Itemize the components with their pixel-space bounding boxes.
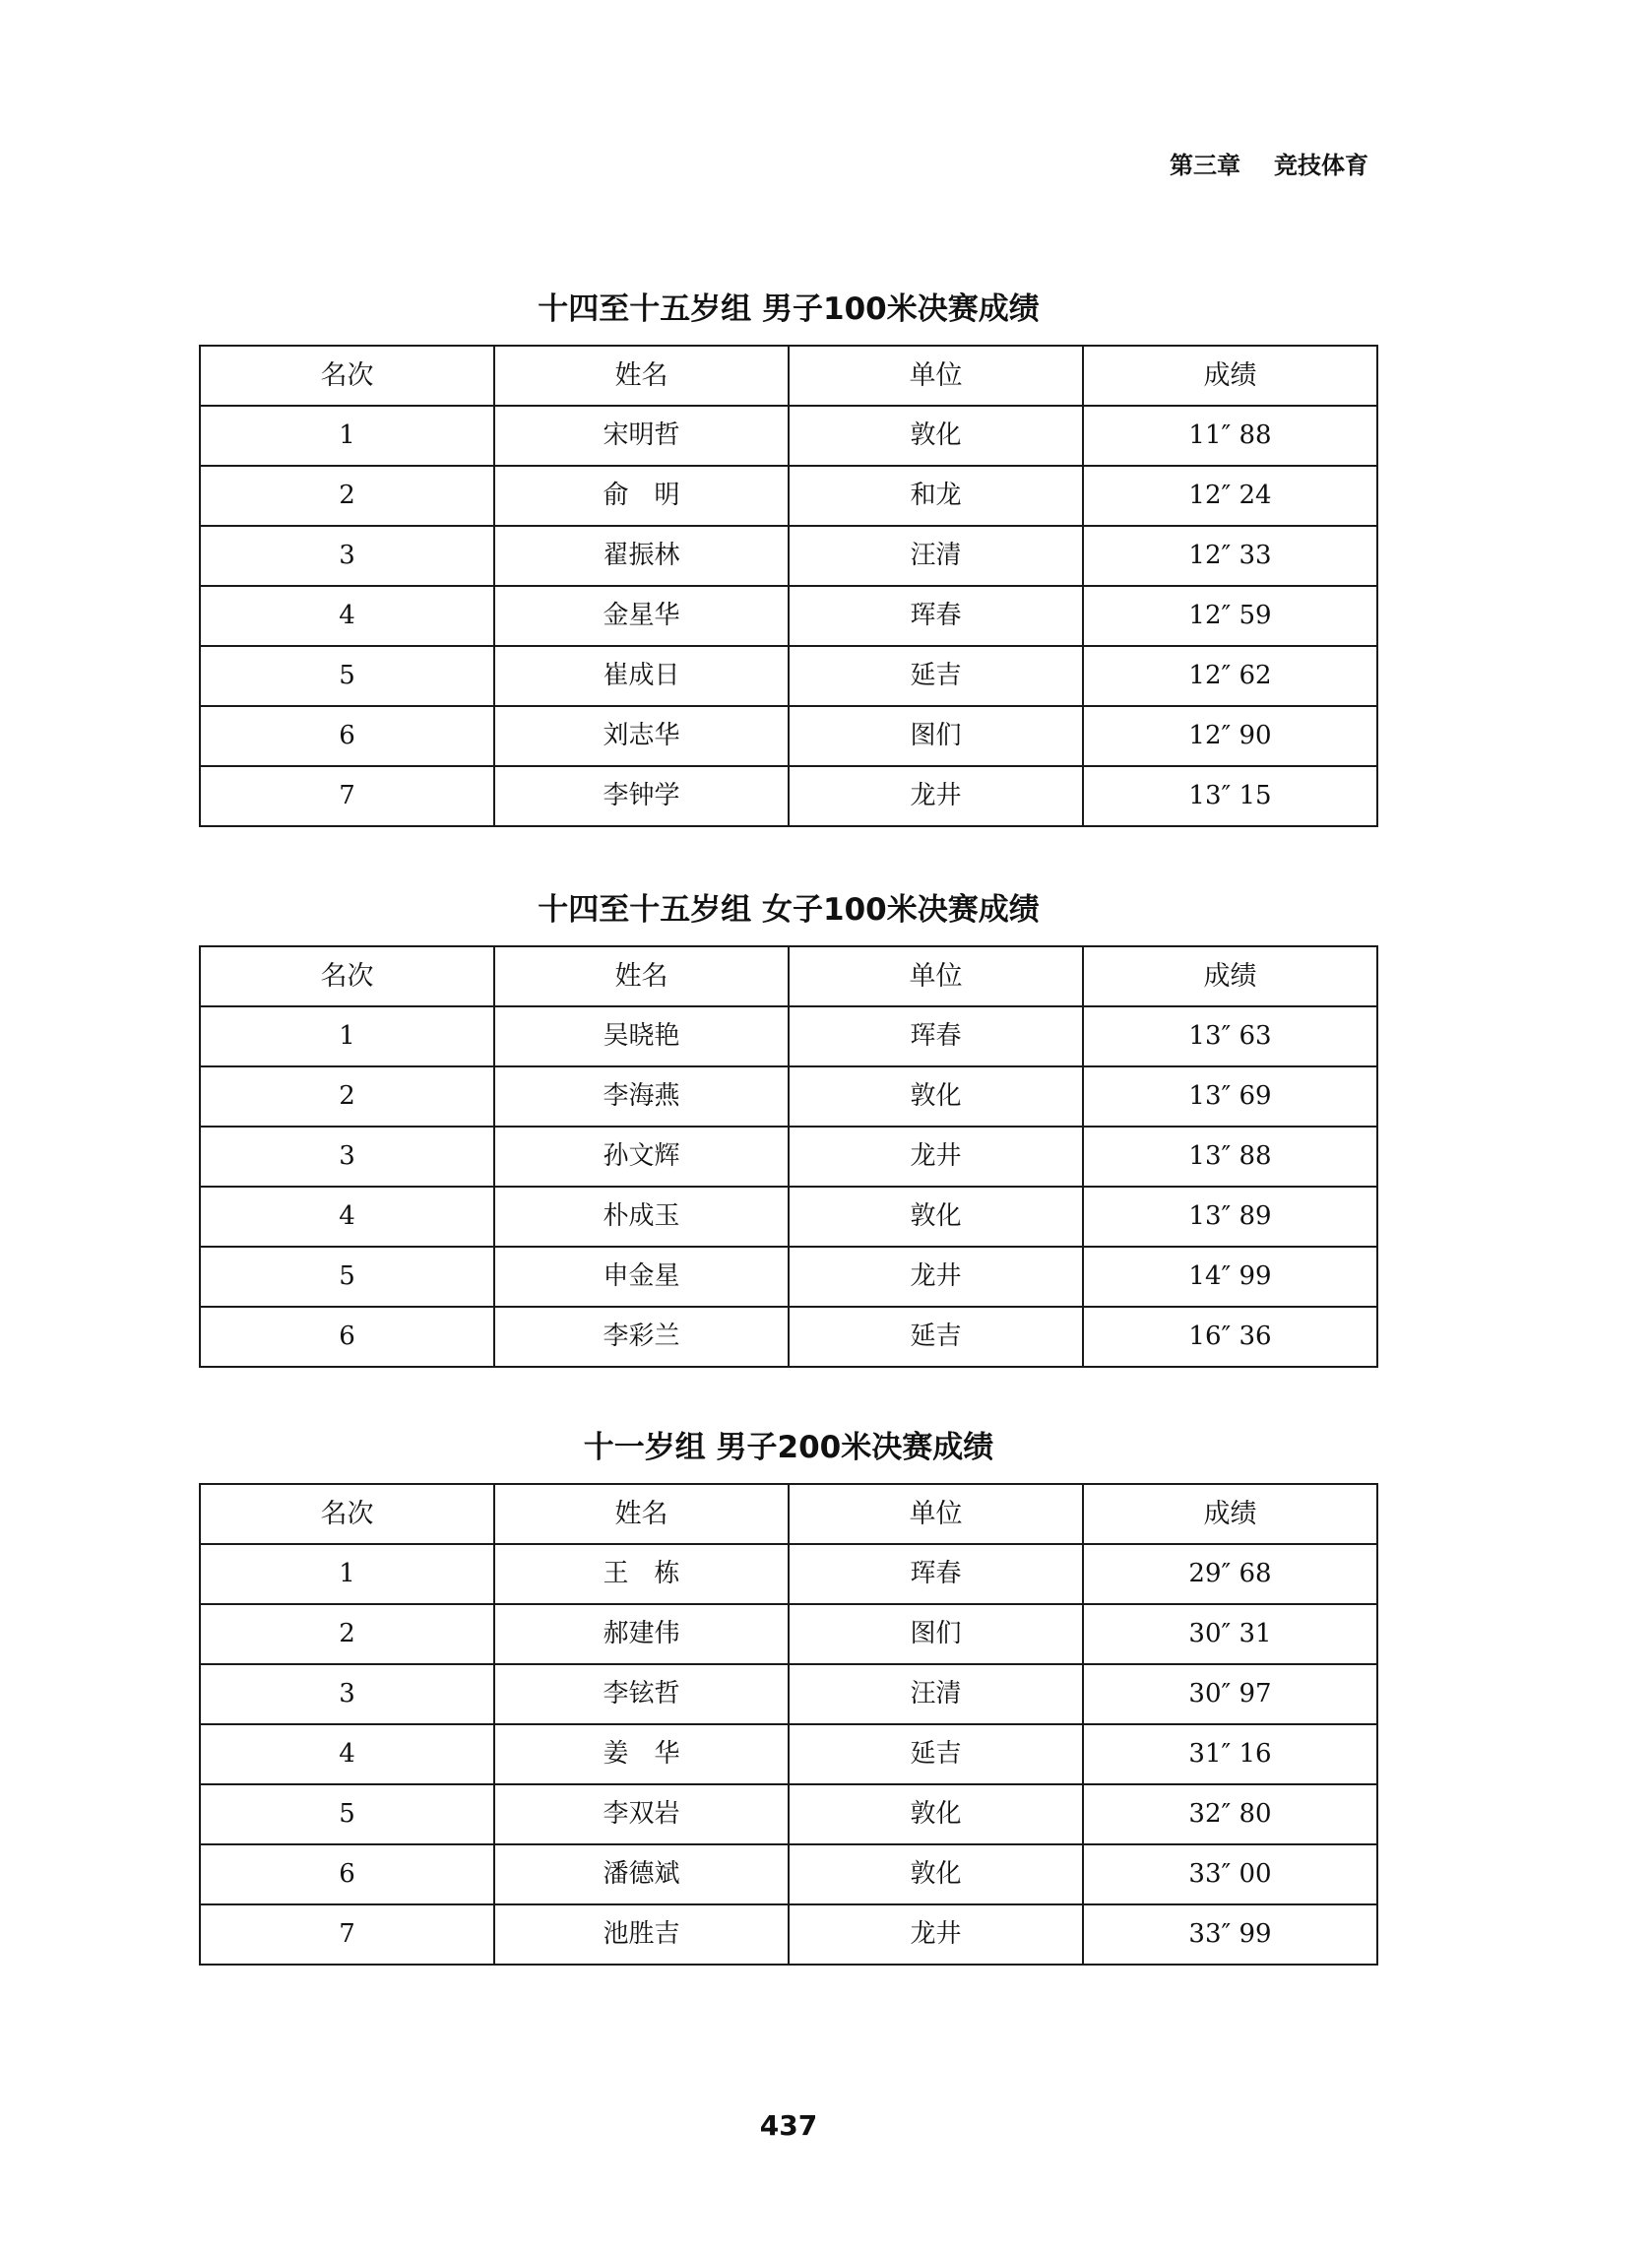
results-table [199,945,1378,1368]
name-cell: 李钟学 [494,766,789,826]
table-row [200,1307,1377,1367]
result-cell: 12″ 59 [1083,586,1377,646]
header-result: 成绩 [1083,346,1377,406]
table-row [200,1844,1377,1904]
unit-cell: 珲春 [789,1544,1083,1604]
table-row [200,706,1377,766]
result-cell: 14″ 99 [1083,1247,1377,1307]
table-row [200,466,1377,526]
rank-cell: 2 [200,466,494,526]
unit-cell: 龙井 [789,1904,1083,1965]
name-cell: 李双岩 [494,1784,789,1844]
unit-cell: 敦化 [789,1844,1083,1904]
unit-cell: 汪清 [789,526,1083,586]
section-title: 十四至十五岁组 男子100米决赛成绩 [538,291,1040,327]
name-cell: 崔成日 [494,646,789,706]
name-cell: 朴成玉 [494,1187,789,1247]
name-cell: 潘德斌 [494,1844,789,1904]
header-rank: 名次 [200,946,494,1006]
rank-cell: 3 [200,1664,494,1724]
running-head [1170,146,1386,180]
header-name: 姓名 [494,946,789,1006]
header-result: 成绩 [1083,946,1377,1006]
rank-cell: 7 [200,1904,494,1965]
result-cell: 13″ 88 [1083,1127,1377,1187]
name-cell: 李彩兰 [494,1307,789,1367]
table-row [200,1784,1377,1844]
result-cell: 12″ 90 [1083,706,1377,766]
unit-cell: 延吉 [789,1724,1083,1784]
rank-cell: 1 [200,1006,494,1066]
name-cell: 刘志华 [494,706,789,766]
rank-cell: 4 [200,1187,494,1247]
results-table [199,345,1378,827]
name-cell: 池胜吉 [494,1904,789,1965]
name-cell: 金星华 [494,586,789,646]
result-cell: 31″ 16 [1083,1724,1377,1784]
result-cell: 29″ 68 [1083,1544,1377,1604]
rank-cell: 6 [200,1307,494,1367]
table-row [200,526,1377,586]
header-rank: 名次 [200,1484,494,1544]
name-cell: 李铉哲 [494,1664,789,1724]
result-cell: 13″ 89 [1083,1187,1377,1247]
result-cell: 13″ 63 [1083,1006,1377,1066]
name-cell: 俞 明 [494,466,789,526]
table-row [200,646,1377,706]
chapter-label: 第三章 [1170,152,1240,179]
unit-cell: 和龙 [789,466,1083,526]
header-name: 姓名 [494,1484,789,1544]
rank-cell: 5 [200,646,494,706]
table-header-row [200,946,1377,1006]
section-title: 十四至十五岁组 女子100米决赛成绩 [538,892,1040,928]
name-cell: 姜 华 [494,1724,789,1784]
rank-cell: 6 [200,706,494,766]
unit-cell: 敦化 [789,406,1083,466]
result-cell: 30″ 31 [1083,1604,1377,1664]
table-header-row [200,1484,1377,1544]
table-row [200,1247,1377,1307]
unit-cell: 龙井 [789,1247,1083,1307]
rank-cell: 3 [200,1127,494,1187]
result-cell: 12″ 33 [1083,526,1377,586]
unit-cell: 汪清 [789,1664,1083,1724]
name-cell: 李海燕 [494,1066,789,1127]
table-header-row [200,346,1377,406]
unit-cell: 延吉 [789,1307,1083,1367]
section-boys-100m-14-15 [199,290,1378,827]
table-row [200,1664,1377,1724]
result-cell: 13″ 15 [1083,766,1377,826]
unit-cell: 延吉 [789,646,1083,706]
name-cell: 郝建伟 [494,1604,789,1664]
section-girls-100m-14-15 [199,890,1378,1368]
result-cell: 12″ 62 [1083,646,1377,706]
table-row [200,1544,1377,1604]
rank-cell: 6 [200,1844,494,1904]
unit-cell: 图们 [789,1604,1083,1664]
page-number: 437 [759,2109,818,2142]
result-cell: 12″ 24 [1083,466,1377,526]
table-row [200,406,1377,466]
result-cell: 11″ 88 [1083,406,1377,466]
table-row [200,1604,1377,1664]
result-cell: 16″ 36 [1083,1307,1377,1367]
section-boys-200m-11 [199,1428,1378,1966]
subject-label: 竞技体育 [1274,152,1368,179]
rank-cell: 7 [200,766,494,826]
header-unit: 单位 [789,346,1083,406]
name-cell: 翟振林 [494,526,789,586]
unit-cell: 敦化 [789,1066,1083,1127]
table-row [200,766,1377,826]
rank-cell: 4 [200,1724,494,1784]
name-cell: 申金星 [494,1247,789,1307]
unit-cell: 龙井 [789,1127,1083,1187]
header-unit: 单位 [789,1484,1083,1544]
unit-cell: 图们 [789,706,1083,766]
header-rank: 名次 [200,346,494,406]
rank-cell: 1 [200,406,494,466]
rank-cell: 5 [200,1247,494,1307]
results-table [199,1483,1378,1966]
result-cell: 32″ 80 [1083,1784,1377,1844]
header-name: 姓名 [494,346,789,406]
rank-cell: 2 [200,1604,494,1664]
rank-cell: 5 [200,1784,494,1844]
table-row [200,1066,1377,1127]
rank-cell: 1 [200,1544,494,1604]
rank-cell: 4 [200,586,494,646]
section-title: 十一岁组 男子200米决赛成绩 [583,1430,994,1465]
name-cell: 王 栋 [494,1544,789,1604]
table-row [200,1187,1377,1247]
header-unit: 单位 [789,946,1083,1006]
table-row [200,1724,1377,1784]
unit-cell: 敦化 [789,1187,1083,1247]
table-row [200,1006,1377,1066]
table-row [200,1904,1377,1965]
name-cell: 吴晓艳 [494,1006,789,1066]
result-cell: 30″ 97 [1083,1664,1377,1724]
rank-cell: 2 [200,1066,494,1127]
unit-cell: 珲春 [789,586,1083,646]
name-cell: 孙文辉 [494,1127,789,1187]
result-cell: 33″ 99 [1083,1904,1377,1965]
unit-cell: 敦化 [789,1784,1083,1844]
result-cell: 13″ 69 [1083,1066,1377,1127]
result-cell: 33″ 00 [1083,1844,1377,1904]
header-result: 成绩 [1083,1484,1377,1544]
name-cell: 宋明哲 [494,406,789,466]
unit-cell: 珲春 [789,1006,1083,1066]
table-row [200,586,1377,646]
table-row [200,1127,1377,1187]
rank-cell: 3 [200,526,494,586]
unit-cell: 龙井 [789,766,1083,826]
